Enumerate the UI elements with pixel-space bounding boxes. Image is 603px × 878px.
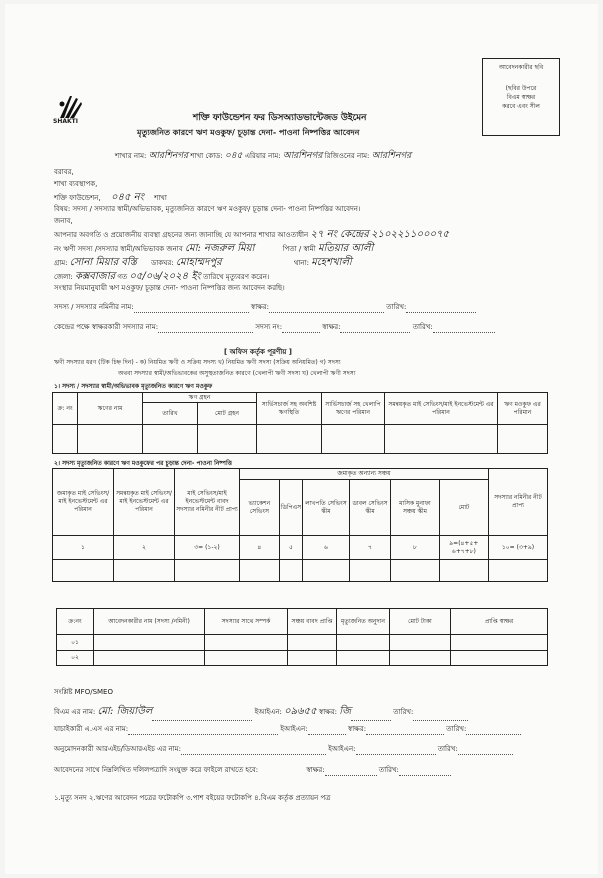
to-line3: শক্তি ফাউন্ডেশন, ০৪৫ নং শাখা — [54, 192, 167, 203]
t1-overdue-header: সার্ভিসচার্জ সহ খেলাপি ঋণের পরিমান — [322, 393, 385, 425]
branch-code-value: ০৪৫ — [224, 151, 243, 161]
thana-value: মহেশখালী — [311, 257, 352, 268]
t3-relation-header: সদস্যার সাথে সম্পর্ক — [205, 609, 288, 635]
t2-c1-header: জমাকৃত মাই সেভিংস/মাই ইনভেস্টমেন্ট এর পরিমান — [53, 469, 114, 536]
concerned-officer-label: সংশ্লিষ্ট MFO/SMEO — [54, 688, 113, 696]
approver-line: অনুমোদনকারী আরএইচ/ডিআরএইচ এর নাম: ইআইএন: তারিখ: — [54, 743, 513, 755]
body-line1: আপনার অবগতি ও প্রয়োজনীয় ব্যবস্থা গ্রহনের জন্য জানাচ্ছি যে আপনার শাখার আওতাধীন ২৭ নং কেন্দ্রের ২১০২২১১০০০৭৫ — [54, 229, 449, 240]
t2-n7: ৭ — [349, 536, 391, 560]
t3-grant-header: মৃত্যুজনিত অনুদান — [337, 609, 390, 635]
deceased-name-value: মো: নজরুল মিয়া — [184, 243, 255, 254]
t1-date-header: তারিখ — [143, 403, 198, 425]
t2-n8: ৮ — [391, 536, 439, 560]
branch-name-value: আরশিনগর — [148, 151, 189, 161]
area-name-value: আরশিনগর — [282, 151, 323, 161]
t3-savings-header: সঞ্চয় বাবদ প্রাপ্তি — [288, 609, 337, 635]
center-sign-line: কেন্দ্রের পক্ষে স্বাক্ষরকারী সদস্যার নাম: সদস্য নং: স্বাক্ষর: তারিখ: — [54, 321, 495, 333]
t2-group-header: জমাকৃত অন্যান্য সঞ্চয় — [240, 469, 489, 480]
member-id-value: ২১০২২১১০০০৭৫ — [370, 229, 449, 240]
photo-box-line1: আবেদনকারীর ছবি — [498, 64, 544, 71]
district-value: কক্সবাজার — [74, 271, 116, 282]
photo-box-line3: বিএম স্বাক্ষর — [506, 94, 536, 101]
photo-box — [482, 58, 560, 136]
village-value: সোনা মিয়ার বস্তি — [69, 257, 137, 268]
t2-n9: ৯=(৪+৫+ ৬+৭+৮) — [439, 536, 488, 560]
t3-row2-sl: ০২ — [57, 650, 94, 665]
photo-box-line4: করবে এবং সীল — [502, 103, 540, 110]
t3-total-header: মোট টাকা — [390, 609, 451, 635]
t2-g2-header: ডিপিএস — [279, 480, 302, 536]
t2-g4-header: ডাবল সেভিংস স্কীম — [349, 480, 391, 536]
body-rule: সংস্থার নিয়মানুযায়ী ঋণ মওকুফ/ চূড়ান্ত দেনা- পাওনা নিষ্পত্তির জন্য আবেদন করছি। — [54, 284, 285, 292]
to-branch-value: ০৪৫ নং — [110, 192, 144, 203]
t2-g1-header: ভ্যাকেশন সেভিংস — [240, 480, 280, 536]
t3-applicant-header: আবেদনকারীর নাম (সদস্য /নমিনী) — [94, 609, 205, 635]
bm-name-value: মো: জিয়াউল — [97, 706, 153, 717]
t2-n4: ৪ — [240, 536, 280, 560]
member-type-line1: ঋণী সদস্যার ধরণ (টিক চিহ্ন দিন) - ক) নিয়মিত ঋণী ও সক্রিয় সদস্য খ) নিয়মিত ঋণী সদস্য (সক্রিয় অনিয়মিত) গ) সদস্য — [54, 359, 341, 366]
t3-row1-sl: ০১ — [57, 635, 94, 650]
t1-loan-name-header: ঋণের নাম — [78, 393, 143, 425]
org-title: শক্তি ফাউন্ডেশন ফর ডিসঅ্যাডভান্টেজড উইমেন — [193, 113, 367, 123]
nominee-sign-line: সদস্য / সদস্যার নমিনীর নাম: স্বাক্ষর: তারিখ: — [54, 301, 476, 313]
t2-n2: ২ — [114, 536, 175, 560]
settlement-table — [52, 468, 548, 582]
section1-title: ১। সদস্য / সদস্যার স্বামী/অভিভাবক মৃত্যুজনিত কারণে ঋণ মওকুফ — [54, 383, 213, 390]
to-line2: শাখা ব্যবস্থাপক, — [54, 180, 98, 188]
member-type-line2: অথবা সদস্যার স্বামী/অভিভাবকের অসুস্থতাজনিত কারণে (খেলাপী ঋণী সদস্য ঘ) খেলাপী ঋণী সদস্য — [118, 370, 356, 377]
t2-n6: ৬ — [303, 536, 350, 560]
region-name-value: আরশিনগর — [371, 151, 412, 161]
t2-g6-header: মোট — [439, 480, 488, 536]
salutation: জনাব, — [54, 217, 73, 225]
post-office-value: মোহাম্মদপুর — [175, 257, 222, 268]
death-date-value: ০৫/০৬/২০২৪ ইং — [129, 271, 201, 282]
father-name-value: মতিয়ার আলী — [317, 243, 374, 254]
payment-table — [56, 608, 548, 666]
form-subtitle: মৃত্যুজনিত কারণে ঋণ মওকুফ/ চূড়ান্ত দেনা- পাওনা নিষ্পত্তির আবেদন — [137, 128, 360, 137]
t2-last-header: সদস্যার নমিনীর নীট প্রাপ্য — [489, 469, 548, 536]
bm-ein-value: ০৯৬৫৫ — [284, 706, 317, 717]
verifier-line: যাচাইকারী এ.এস এর নাম: ইআইএন: স্বাক্ষর: তারিখ: — [54, 723, 521, 735]
t3-sl-header: ক্র:নং — [57, 609, 94, 635]
body-line3: গ্রাম: সোনা মিয়ার বস্তি ডাকঘর: মোহাম্মদপুর থানা: মহেশখালী — [54, 257, 352, 268]
t1-loan-taken-header: ঋণ গ্রহন — [143, 393, 257, 403]
body-line4: জেলা: কক্সবাজার গত ০৫/০৬/২০২৪ ইং তারিখে মৃত্যুবরণ করেন। — [54, 271, 270, 282]
waiver-table — [52, 392, 548, 454]
subject-line: বিষয়: সদস্য / সদস্যার স্বামী/অভিভাবক, মৃত্যুজনিত কারণে ঋণ মওকুফ/ চূড়ান্ত দেনা- পাওনা নিষ্পত্তির আবেদন। — [54, 205, 361, 213]
body-line2: নং ঋণী সদস্য /সদস্যার স্বামী/অভিভাবক জনাব মো: নজরুল মিয়া পিতা / স্বামী মতিয়ার আলী — [54, 243, 374, 254]
t2-g3-header: লাখপতি সেভিংস স্কীম — [303, 480, 350, 536]
to-line1: বরাবর, — [54, 168, 74, 176]
t2-c2-header: সমন্বয়কৃত মাই সেভিংস/মাই ইনভেস্টমেন্ট এর পরিমান — [114, 469, 175, 536]
attachments-line: আবেদনের সাথে নিম্নলিখিত দলিলপত্রাদি সংযুক্ত করে ফাইলে রাখতে হবে: স্বাক্ষর: তারিখ: — [54, 764, 451, 776]
t2-n5: ৫ — [279, 536, 302, 560]
logo-text: SHAKTI — [53, 118, 78, 125]
documents-list: ১.মৃত্যু সনদ ২.ঋণের আবেদন পত্রের ফটোকপি ৩.পাশ বইয়ের ফটোকপি ৪.বিএম কর্তৃক প্রত্যায়ন পত্র — [54, 794, 331, 802]
photo-box-line2: (ছবির উপরে — [505, 85, 537, 92]
bm-line: বিএম এর নাম: মো: জিয়াউল ইআইএন: ০৯৬৫৫ স্বাক্ষর: জি তারিখ: — [54, 704, 468, 721]
t1-savings-header: সমন্বয়কৃত মাই সেভিংস/মাই ইনভেস্টমেন্ট এর পরিমান — [385, 393, 498, 425]
t1-waive-header: ঋণ মওকুফ এর পরিমান — [498, 393, 548, 425]
t2-c3-header: মাই সেভিংস/মাই ইনভেস্টমেন্ট বাবদ সদস্যার নমিনীর নীট প্রাপ্য — [175, 469, 240, 536]
t2-g5-header: মাসিক মুনাফা সঞ্চয় স্কীম — [391, 480, 439, 536]
t2-n3: ৩= (১-২) — [175, 536, 240, 560]
t1-sl-header: ক্র: নং — [53, 393, 78, 425]
t2-n10: ১০= (৩+৯) — [489, 536, 548, 560]
t1-total-header: মোট গ্রহন — [198, 403, 257, 425]
section2-title: ২। সদস্য মৃত্যুজনিত কারণে ঋণ মওকুফের পর চুড়ান্ত দেনা- পাওনা নিষ্পত্তি — [54, 460, 232, 467]
office-heading: [ অফিস কর্তৃক পূরণীয় ] — [224, 348, 292, 356]
t3-sign-header: প্রাপ্তি স্বাক্ষর — [451, 609, 548, 635]
center-no-value: ২৭ নং কেন্দ্রের — [310, 229, 369, 240]
t1-remaining-header: সার্ভিসচার্জ সহ অবশিষ্ট ঋণস্থিতি — [257, 393, 322, 425]
t2-n1: ১ — [53, 536, 114, 560]
bm-signature-value: জি — [339, 706, 352, 717]
branch-line: শাখার নাম: আরশিনগর শাখা কোড: ০৪৫ এরিয়ার নাম: আরশিনগর রিজিওনের নাম: আরশিনগর — [115, 151, 412, 161]
